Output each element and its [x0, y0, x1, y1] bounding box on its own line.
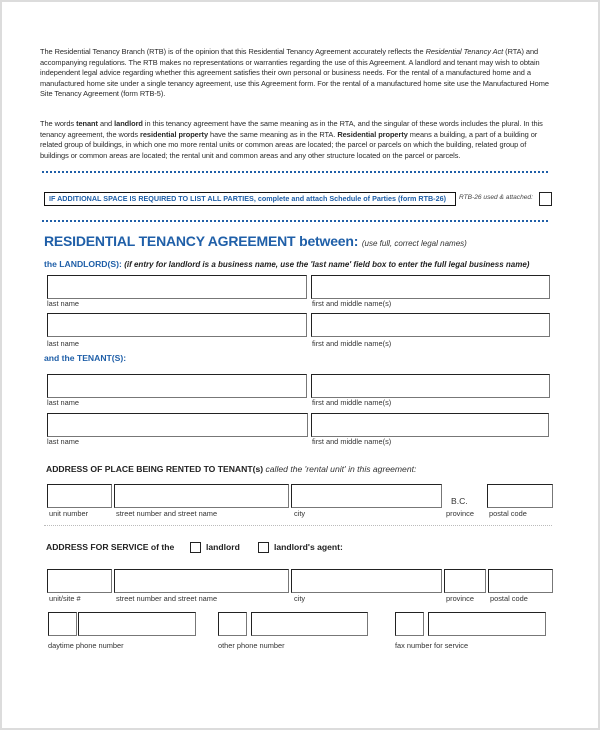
dotted-divider — [42, 220, 548, 222]
field-label: province — [446, 509, 474, 518]
service-city-field[interactable] — [291, 569, 442, 593]
additional-parties-notice: IF ADDITIONAL SPACE IS REQUIRED TO LIST ALL PARTIES, complete and attach Schedule of Parties (form RTB-26) — [44, 192, 456, 206]
field-label: postal code — [489, 509, 527, 518]
intro-paragraph-1: The Residential Tenancy Branch (RTB) is of the opinion that this Residential Tenancy Agreement accurately reflects the Residential Tenancy Act (RTA) and accompanying regulations. The RTB makes no representations or warranties regarding the use of this Agreement. A landlord and tenant may wish to obtain independent legal advice regarding whether this agreement satisfies their own personal or business needs. For the rental of a manufactured home and a manufactured home site under a single tenancy agreement, use this Agreement form. For the rental of a manufactured home site use the Manufactured Home Site Tenancy Agreement (form RTB-5). — [40, 47, 549, 98]
service-address-heading: ADDRESS FOR SERVICE of the — [46, 542, 175, 552]
rental-unit-number-field[interactable] — [47, 484, 112, 508]
tenant-1-first-name-field[interactable] — [311, 374, 550, 398]
field-label: street number and street name — [116, 509, 218, 518]
landlord-1-first-name-field[interactable] — [311, 275, 550, 299]
field-label: last name — [47, 339, 80, 348]
intro-paragraph-2: The words tenant and landlord in this tenancy agreement have the same meaning as in the RTA, and the singular of these words includes the plural. In this tenancy agreement, the words residential property have the same meaning as in the RTA. Residential property means a building, a part of a building or related group of buildings, in which one mo more rental units or common areas are located; the parcel or parcels on which the building, related group of buildings or common areas are located; the rental unit and common areas and any other structure located on the parcel or parcels. — [40, 119, 543, 160]
field-label: city — [294, 509, 306, 518]
rental-postal-code-field[interactable] — [487, 484, 553, 508]
landlord-2-last-name-field[interactable] — [47, 313, 307, 337]
field-label: city — [294, 594, 306, 603]
field-label: unit/site # — [49, 594, 81, 603]
field-label: unit number — [49, 509, 89, 518]
service-street-field[interactable] — [114, 569, 289, 593]
service-postal-code-field[interactable] — [488, 569, 553, 593]
field-label: daytime phone number — [48, 641, 124, 650]
rental-city-field[interactable] — [291, 484, 442, 508]
tenant-2-last-name-field[interactable] — [47, 413, 308, 437]
dotted-divider — [44, 525, 552, 526]
fax-number-field[interactable] — [428, 612, 546, 636]
field-label: postal code — [490, 594, 528, 603]
field-label: other phone number — [218, 641, 285, 650]
service-agent-option-label: landlord's agent: — [274, 542, 343, 552]
daytime-phone-area-code-field[interactable] — [48, 612, 77, 636]
landlord-1-last-name-field[interactable] — [47, 275, 307, 299]
tenant-1-last-name-field[interactable] — [47, 374, 307, 398]
other-phone-number-field[interactable] — [251, 612, 368, 636]
field-label: last name — [47, 437, 80, 446]
province-value: B.C. — [451, 496, 468, 506]
service-unit-field[interactable] — [47, 569, 112, 593]
service-landlord-option-label: landlord — [206, 542, 240, 552]
field-label: first and middle name(s) — [312, 299, 392, 308]
agreement-title: RESIDENTIAL TENANCY AGREEMENT between: (use full, correct legal names) — [44, 233, 467, 249]
landlord-2-first-name-field[interactable] — [311, 313, 550, 337]
rtb26-attached-checkbox[interactable] — [539, 192, 552, 206]
field-label: last name — [47, 398, 80, 407]
tenant-2-first-name-field[interactable] — [311, 413, 549, 437]
field-label: first and middle name(s) — [312, 398, 392, 407]
other-phone-area-code-field[interactable] — [218, 612, 247, 636]
service-agent-checkbox[interactable] — [258, 542, 269, 553]
landlords-heading: the LANDLORD(S): (if entry for landlord is a business name, use the 'last name' field box to enter the full legal business name) — [44, 259, 530, 269]
field-label: first and middle name(s) — [312, 339, 392, 348]
service-province-field[interactable] — [444, 569, 486, 593]
fax-area-code-field[interactable] — [395, 612, 424, 636]
rental-address-heading: ADDRESS OF PLACE BEING RENTED TO TENANT(s) called the 'rental unit' in this agreement: — [46, 464, 417, 474]
daytime-phone-number-field[interactable] — [78, 612, 196, 636]
rental-street-field[interactable] — [114, 484, 289, 508]
tenants-heading: and the TENANT(S): — [44, 353, 127, 363]
field-label: street number and street name — [116, 594, 218, 603]
field-label: last name — [47, 299, 80, 308]
field-label: fax number for service — [395, 641, 469, 650]
service-landlord-checkbox[interactable] — [190, 542, 201, 553]
dotted-divider — [42, 171, 548, 173]
field-label: province — [446, 594, 474, 603]
field-label: first and middle name(s) — [312, 437, 392, 446]
rtb26-attached-label: RTB-26 used & attached: — [459, 194, 533, 201]
